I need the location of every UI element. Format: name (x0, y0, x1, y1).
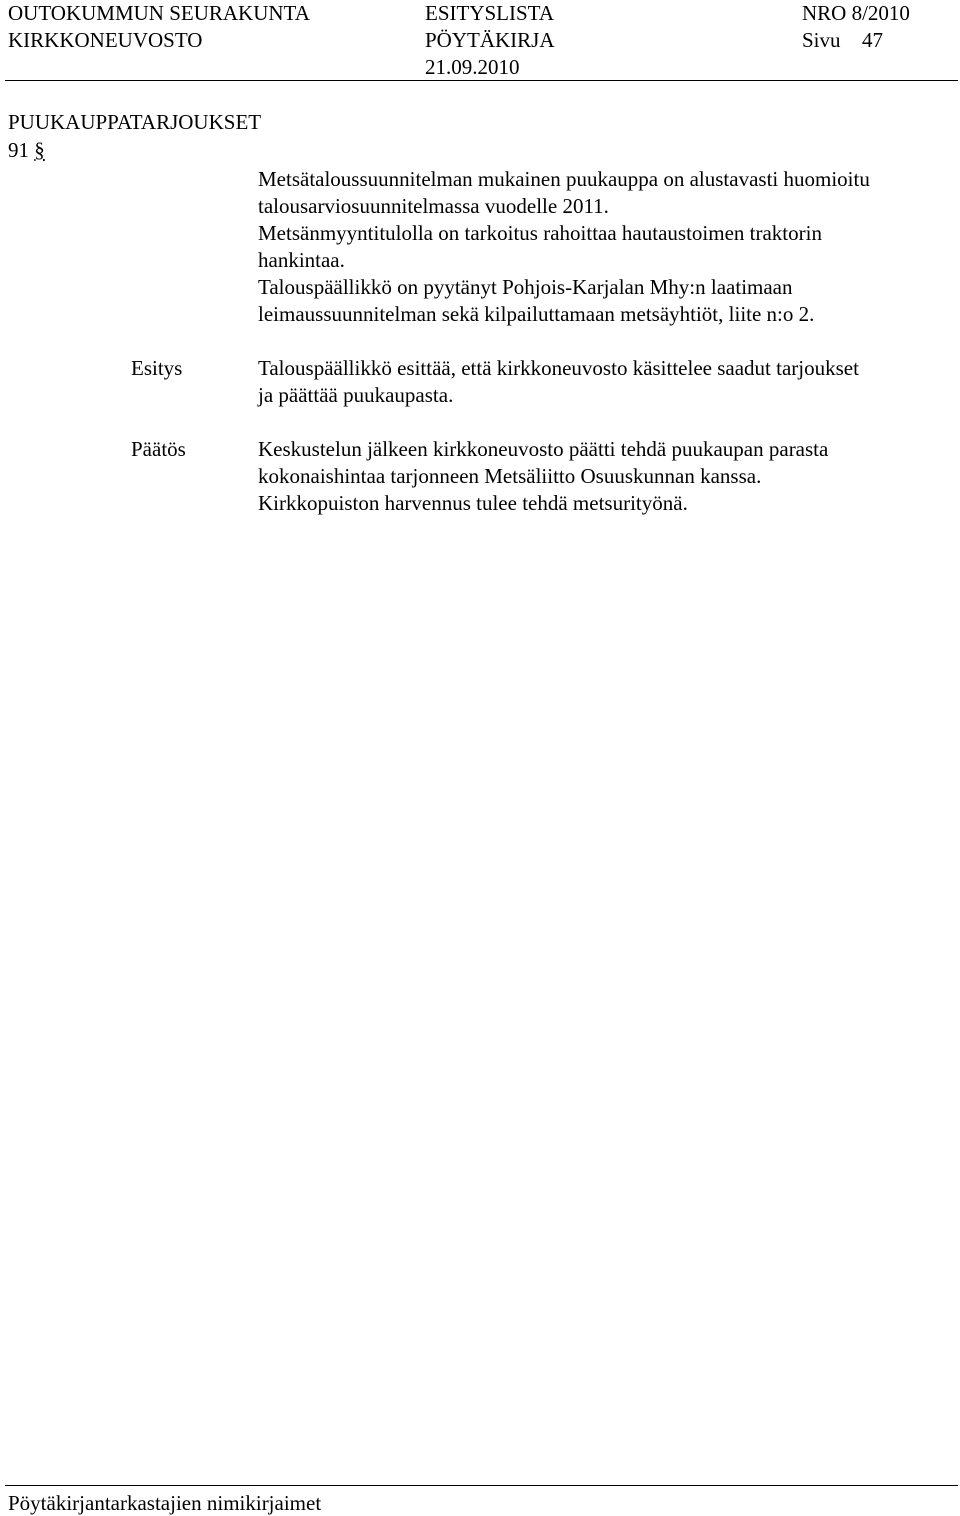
text-line: Talouspäällikkö esittää, että kirkkoneuvosto käsittelee saadut tarjoukset (258, 356, 859, 380)
section-sign: § (34, 138, 45, 162)
intro-paragraph (258, 166, 948, 328)
meeting-date: 21.09.2010 (425, 55, 520, 79)
section-number-value: 91 (8, 138, 29, 162)
text-line: leimaussuunnitelman sekä kilpailuttamaan metsäyhtiöt, liite n:o 2. (258, 302, 815, 326)
meeting-number: NRO 8/2010 (802, 1, 910, 25)
page-number: 47 (862, 28, 883, 52)
header-divider (5, 80, 958, 81)
text-line: Metsänmyyntitulolla on tarkoitus rahoittaa hautaustoimen traktorin (258, 221, 822, 245)
text-line: Kirkkopuiston harvennus tulee tehdä metsurityönä. (258, 491, 688, 515)
doc-type-minutes: PÖYTÄKIRJA (425, 28, 555, 52)
organization-name: OUTOKUMMUN SEURAKUNTA (8, 1, 310, 25)
text-line: Metsätaloussuunnitelman mukainen puukauppa on alustavasti huomioitu (258, 167, 870, 191)
decision-paragraph (258, 436, 948, 517)
doc-type-agenda: ESITYSLISTA (425, 1, 554, 25)
section-title: PUUKAUPPATARJOUKSET (8, 110, 262, 134)
governing-body: KIRKKONEUVOSTO (8, 28, 203, 52)
text-line: Talouspäällikkö on pyytänyt Pohjois-Karjalan Mhy:n laatimaan (258, 275, 793, 299)
text-line: ja päättää puukaupasta. (258, 383, 454, 407)
section-number (8, 137, 45, 163)
text-line: talousarviosuunnitelmassa vuodelle 2011. (258, 194, 609, 218)
signatures-label: Pöytäkirjantarkastajien nimikirjaimet (8, 1491, 322, 1515)
footer-divider (5, 1485, 958, 1486)
proposal-label: Esitys (131, 356, 183, 380)
text-line: Keskustelun jälkeen kirkkoneuvosto päätti tehdä puukaupan parasta (258, 437, 829, 461)
text-line: kokonaishintaa tarjonneen Metsäliitto Osuuskunnan kanssa. (258, 464, 762, 488)
text-line: hankintaa. (258, 248, 345, 272)
page-label: Sivu (802, 28, 841, 52)
proposal-paragraph (258, 355, 948, 409)
decision-label: Päätös (131, 437, 186, 461)
